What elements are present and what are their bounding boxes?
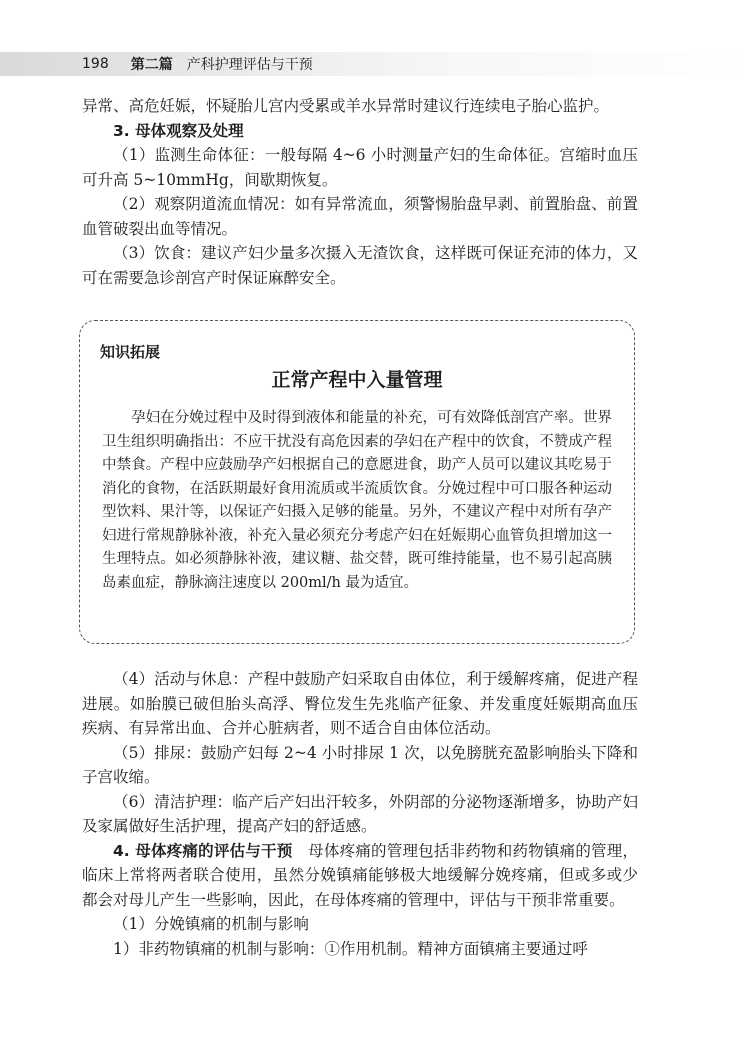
subsection-1-heading: （1）分娩镇痛的机制与影响 (113, 915, 309, 933)
item-2-bleeding: （2）观察阴道流血情况：如有异常流血，须警惕胎盘早剥、前置胎盘、前置血管破裂出血等情况。 (82, 195, 638, 238)
item-6-hygiene: （6）清洁护理：临产后产妇出汗较多，外阴部的分泌物逐渐增多，协助产妇及家属做好生活护理，提高产妇的舒适感。 (82, 792, 638, 835)
page-header (0, 52, 750, 76)
part-label: 第二篇 (130, 57, 173, 73)
page-number: 198 (82, 56, 109, 72)
knowledge-box-body: 孕妇在分娩过程中及时得到液体和能量的补充，可有效降低剖宫产率。世界卫生组织明确指出：不应干扰没有高危因素的孕妇在产程中的饮食，不赞成产程中禁食。产程中应鼓励孕产妇根据自己的意愿进食，助产人员可以建议其吃易于消化的食物，在活跃期最好食用流质或半流质饮食。分娩过程中可口服各种运动型饮料、果汁等，以保证产妇摄入足够的能量。另外，不建议产程中对所有孕产妇进行常规静脉补液，补充入量必须充分考虑产妇在妊娠期心血管负担增加这一生理特点。如必须静脉补液，建议糖、盐交替，既可维持能量，也不易引起高胰岛素血症，静脉滴注速度以 200ml/h 最为适宜。 (102, 410, 612, 591)
item-5-urination: （5）排尿：鼓励产妇每 2~4 小时排尿 1 次，以免膀胱充盈影响胎头下降和子宫收缩。 (82, 743, 638, 786)
section-4-text: 母体疼痛的管理包括非药物和药物镇痛的管理，临床上常将两者联合使用，虽然分娩镇痛能够极大地缓解分娩疼痛，但或多或少都会对母儿产生一些影响，因此，在母体疼痛的管理中，评估与干预非常重要。 (82, 841, 638, 909)
section-3-heading: 3. 母体观察及处理 (113, 121, 244, 140)
knowledge-box-label: 知识拓展 (100, 343, 161, 361)
item-3-diet: （3）饮食：建议产妇少量多次摄入无渣饮食，这样既可保证充沛的体力，又可在需要急诊剖宫产时保证麻醉安全。 (82, 244, 638, 287)
item-4-activity: （4）活动与休息：产程中鼓励产妇采取自由体位，利于缓解疼痛，促进产程进展。如胎膜已破但胎头高浮、臀位发生先兆临产征象、并发重度妊娠期高血压疾病、有异常出血、合并心脏病者，则不适合自由体位活动。 (82, 670, 638, 737)
chapter-title: 产科护理评估与干预 (186, 57, 313, 73)
section-4-heading: 4. 母体疼痛的评估与干预 (113, 841, 293, 860)
item-1-vital-signs: （1）监测生命体征：一般每隔 4~6 小时测量产妇的生命体征。宫缩时血压可升高 5~10mmHg，间歇期恢复。 (82, 146, 638, 189)
knowledge-extension-box (79, 320, 635, 644)
subsection-1-1: 1）非药物镇痛的机制与影响：①作用机制。精神方面镇痛主要通过呼 (113, 939, 588, 958)
bottom-text-block (82, 667, 638, 961)
continuation-paragraph: 异常、高危妊娠，怀疑胎儿宫内受累或羊水异常时建议行连续电子胎心监护。 (82, 97, 610, 115)
section-4-paragraph (82, 839, 638, 913)
knowledge-box-title: 正常产程中入量管理 (271, 369, 443, 391)
top-text-block (82, 94, 638, 290)
